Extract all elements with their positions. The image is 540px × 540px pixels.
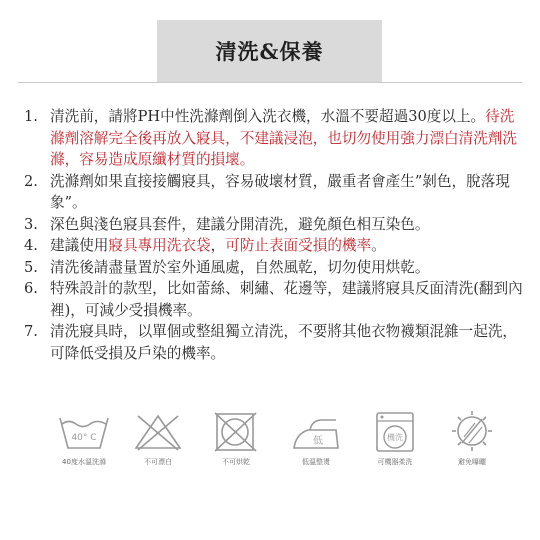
- item-number: 2.: [24, 172, 38, 190]
- item-number: 1.: [24, 108, 38, 125]
- item-text: 清洗寢具時，以單個或整組獨立清洗，不要將其他衣物襪類混雜一起洗，可降低受損及戶染的機率。: [50, 323, 518, 362]
- page-title: 清洗&保養: [215, 39, 324, 64]
- list-item: [24, 106, 524, 171]
- list-item: [24, 235, 524, 257]
- iron-low-icon: [286, 410, 346, 452]
- icon-label: 不可漂白: [144, 458, 172, 466]
- care-instructions-list: [24, 106, 524, 364]
- no-tumble-dry-icon: [206, 410, 266, 452]
- item-number: 5.: [24, 258, 38, 276]
- header-divider-line: [18, 82, 522, 83]
- icon-label: 低溫整燙: [302, 458, 330, 466]
- care-icon-no-bleach: [118, 410, 198, 470]
- care-icon-iron-low: [276, 410, 356, 470]
- item-text: 清洗後請盡量置於室外通風處，自然風乾，切勿使用烘乾。: [50, 258, 430, 276]
- icon-label: 避免曝曬: [458, 458, 486, 466]
- list-item: [24, 321, 524, 364]
- item-text: 洗滌劑如果直接接觸寢具，容易破壞材質，嚴重者會產生”剝色，脫落現象”。: [50, 172, 510, 211]
- list-item: [24, 278, 524, 321]
- machine-wash-text: 機洗: [387, 433, 403, 442]
- item-text: 深色與淺色寢具套件，建議分開清洗，避免顏色相互染色。: [50, 215, 430, 233]
- item-text: 清洗前，請將PH中性洗滌劑倒入洗衣機，水溫不要超過30度以上。待洗滌劑溶解完全後再放入寢具，不建議浸泡，也切勿使用強力漂白清洗劑洗滌，容易造成原纖材質的損壞。: [50, 108, 518, 168]
- wash-40-icon: [54, 410, 114, 452]
- care-icon-machine-wash: [355, 410, 435, 470]
- laundry-bag-highlight: 寢具專用洗衣袋: [108, 237, 211, 254]
- care-icons-row: [44, 410, 504, 470]
- item-text: 特殊設計的款型，比如蕾絲、刺繡、花邊等，建議將寢具反面清洗(翻到內裡)，可減少受損機率。: [50, 280, 523, 319]
- no-direct-sun-icon: [442, 410, 502, 452]
- wash-temp-text: 40° C: [71, 433, 97, 443]
- header-banner: [157, 20, 382, 82]
- item-number: 3.: [24, 215, 38, 233]
- iron-temp-text: 低: [313, 436, 323, 447]
- no-bleach-icon: [128, 410, 188, 452]
- list-item: [24, 171, 524, 214]
- list-item: [24, 257, 524, 279]
- icon-label: 不可烘乾: [222, 458, 250, 466]
- item-number: 4.: [24, 237, 38, 254]
- list-item: [24, 214, 524, 236]
- damage-prevention-highlight: 可防止表面受損的機率: [225, 237, 372, 254]
- care-icon-no-sun: [432, 410, 512, 470]
- icon-label: 40度水溫洗滌: [62, 458, 106, 466]
- item-number: 6.: [24, 280, 38, 297]
- icon-label: 可機器柔洗: [377, 458, 413, 466]
- warning-text: 待洗滌劑溶解完全後再放入寢具，不建議浸泡，也切勿使用強力漂白清洗劑洗滌，容易造成原纖材質的損壞。: [50, 108, 518, 168]
- item-text: 建議使用寢具專用洗衣袋，可防止表面受損的機率。: [50, 237, 386, 254]
- machine-wash-icon: [365, 410, 425, 452]
- item-number: 7.: [24, 323, 38, 340]
- care-icon-no-tumble-dry: [196, 410, 276, 470]
- care-icon-wash-40: [44, 410, 124, 470]
